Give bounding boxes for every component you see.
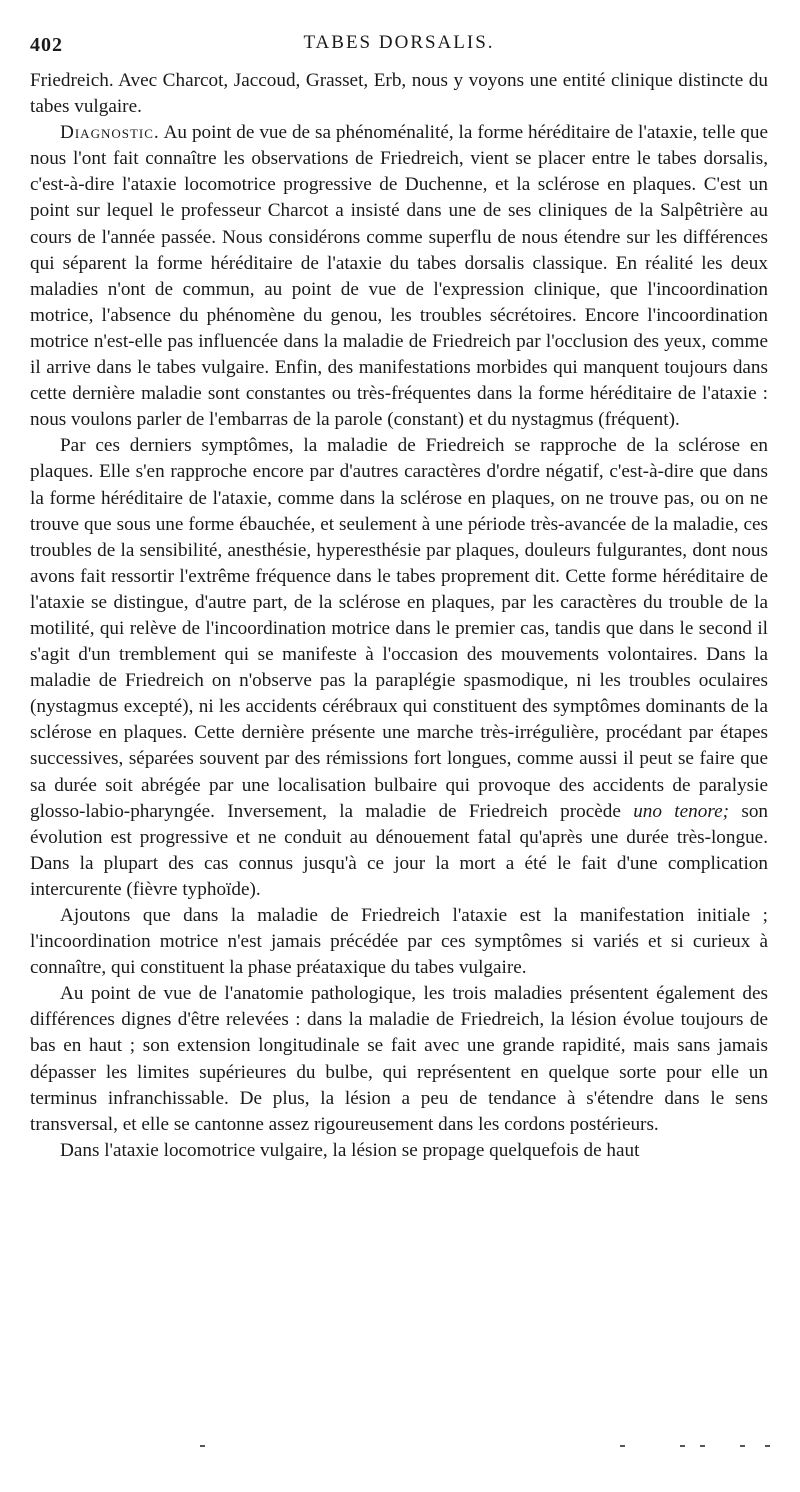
- paragraph-text: Au point de vue de l'anatomie pathologique, les trois maladies présentent également des différences dignes d'être relevées : dans la maladie de Friedreich, la lésion évolue toujours de bas en haut ; son extension longitudinale se fait avec une grande rapidité, mais sans jamais dépasser les limites supérieures du bulbe, qui représentent en quelque sorte pour elle un terminus infranchissable. De plus, la lésion a peu de tendance à s'étendre dans le sens transversal, et elle se cantonne assez rigoureusement dans les cordons postérieurs.: [30, 983, 768, 1135]
- paragraph-text: Ajoutons que dans la maladie de Friedreich l'ataxie est la manifestation initiale ; l'incoordination motrice n'est jamais précédée par ces symptômes si variés et si curieux à connaître, qui constituent la phase préataxique du tabes vulgaire.: [30, 905, 768, 979]
- paragraph-text: Au point de vue de sa phénoménalité, la forme héréditaire de l'ataxie, telle que nous l'ont fait connaître les observations de Friedreich, vient se placer entre le tabes dorsalis, c'est-à-dire l'ataxie locomotrice progressive de Duchenne, et la sclérose en plaques. C'est un point sur lequel le professeur Charcot a insisté dans une de ses cliniques de la Salpêtrière au cours de l'année passée. Nous considérons comme superflu de nous étendre sur les différences qui séparent la forme héréditaire de l'ataxie du tabes dorsalis classique. En réalité les deux maladies n'ont de commun, au point de vue de l'expression clinique, que l'incoordination motrice, l'absence du phénomène du genou, les troubles sécrétoires. Encore l'incoordination motrice n'est-elle pas influencée dans la maladie de Friedreich par l'occlusion des yeux, comme il arrive dans le tabes vulgaire. Enfin, des manifestations morbides qui manquent toujours dans cette dernière maladie sont constantes ou très-fréquentes dans la forme héréditaire de l'ataxie : nous voulons parler de l'embarras de la parole (constant) et du nystagmus (fréquent).: [30, 122, 768, 431]
- scan-mark: [700, 1445, 705, 1447]
- paragraph-ataxie-vulgaire: [30, 1138, 768, 1164]
- paragraph-continuation: [30, 68, 768, 120]
- paragraph-sclerose-comparison: [30, 433, 768, 903]
- scan-mark: [740, 1445, 745, 1447]
- scan-mark: [620, 1445, 625, 1447]
- paragraph-text: Par ces derniers symptômes, la maladie de Friedreich se rapproche de la sclérose en plaques. Elle s'en rapproche encore par d'autres caractères d'ordre négatif, c'est-à-dire que dans la forme héréditaire de l'ataxie, comme dans la sclérose en plaques, on ne trouve pas, ou on ne trouve que sous une forme ébauchée, et seulement à une période très-avancée de la maladie, ces troubles de la sensibilité, anesthésie, hyperesthésie par plaques, douleurs fulgurantes, dont nous avons fait ressortir l'extrême fréquence dans le tabes proprement dit. Cette forme héréditaire de l'ataxie se distingue, d'autre part, de la sclérose en plaques, par les caractères du trouble de la motilité, qui relève de l'incoordination motrice dans le premier cas, tandis que dans le second il s'agit d'un tremblement qui se manifeste à l'occasion des mouvements volontaires. Dans la maladie de Friedreich on n'observe pas la paraplégie spasmodique, ni les troubles oculaires (nystagmus excepté), ni les accidents cérébraux qui constituent des symptômes dominants de la sclérose en plaques. Cette dernière présente une marche très-irrégulière, procédant par étapes successives, séparées souvent par des rémissions fort longues, comme aussi il peut se faire que sa durée soit abrégée par une localisation bulbaire qui provoque des accidents de paralysie glosso-labio-pharyngée. Inversement, la maladie de Friedreich procède: [30, 435, 768, 822]
- italic-phrase: uno tenore;: [633, 800, 730, 822]
- running-title: TABES DORSALIS.: [303, 32, 495, 53]
- scan-mark: [680, 1445, 685, 1447]
- page-number: 402: [30, 34, 63, 56]
- paragraph-text: Dans l'ataxie locomotrice vulgaire, la lésion se propage quelquefois de haut: [60, 1139, 640, 1161]
- paragraph-anatomy: [30, 981, 768, 1138]
- running-head: [30, 28, 768, 58]
- scan-mark: [765, 1445, 770, 1447]
- paragraph-text: son évolution est progressive et ne conduit au dénouement fatal qu'après une durée très-longue. Dans la plupart des cas connus jusqu'à ce jour la mort a été le fait d'une complication intercurente (fièvre typhoïde).: [30, 800, 769, 900]
- scan-artifact-marks: [0, 1445, 800, 1455]
- scan-mark: [200, 1445, 205, 1447]
- section-lead-diagnostic: Diagnostic.: [60, 122, 160, 144]
- book-page: [30, 28, 768, 1164]
- paragraph-initial-manifestation: [30, 903, 768, 981]
- paragraph-diagnostic: [30, 120, 768, 433]
- paragraph-text: Friedreich. Avec Charcot, Jaccoud, Grasset, Erb, nous y voyons une entité clinique distincte du tabes vulgaire.: [30, 70, 768, 118]
- body-text: [30, 68, 768, 1164]
